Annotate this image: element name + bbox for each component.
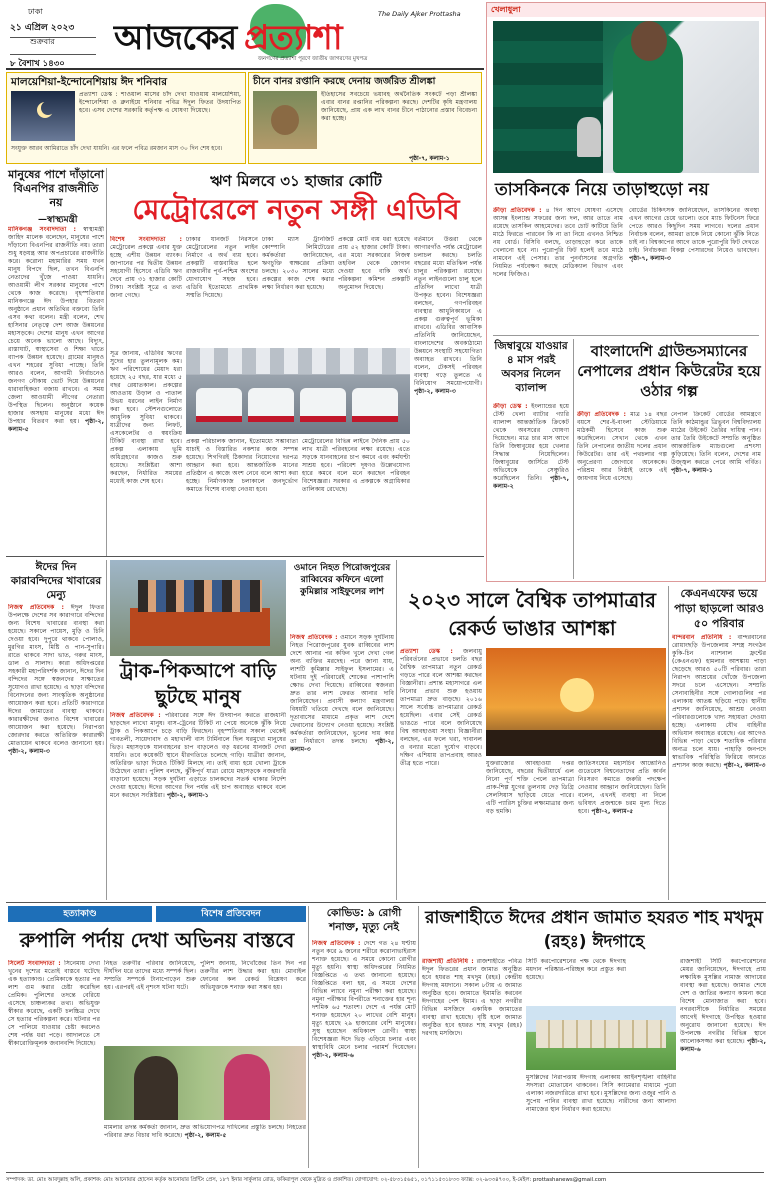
monkey-brief [248, 72, 482, 164]
byline: ক্রীড়া প্রতিবেদক : [577, 411, 626, 418]
sun-icon [560, 678, 594, 712]
article-text: পরিবারের সঙ্গে ঈদ উদযাপন করতে রাজধানী ছাড়ছেন লাখো মানুষ। বাস-ট্রেনের টিকিট না পেয়ে অনেকে ঝুঁকি নিয়ে ট্রাক ও পিকআপে চড়ে বাড়ি ফিরছেন। বৃহস্পতিবার সকাল থেকেই গাবতলী, সায়েদাবাদ ও মহাখালী বাস টার্মিনালে ছিল ঘরমুখো মানুষের ভিড়। মহাসড়কে যানবাহনের চাপ বাড়লেও বড় ধরনের যানজট দেখা যায়নি। তবে কয়েকটি স্থানে ধীরগতিতে চলেছে গাড়ি। যাত্রীরা জানান, অতিরিক্ত ভাড়া দিয়েও টিকিট মিলছে না। তাই বাধ্য হয়ে খোলা ট্রাকে উঠেছেন তারা। পুলিশ বলছে, ঝুঁকিপূর্ণ যাত্রা রোধে মহাসড়কে নজরদারি বাড়ানো হয়েছে। সড়ক দুর্ঘটনা এড়াতে চালকদের সতর্ক থাকার নির্দেশ দেওয়া হয়েছে। ঈদের আগের দিন পর্যন্ত এই চাপ অব্যাহত থাকবে বলে মনে করছেন সংশ্লিষ্টরা। [110, 712, 286, 799]
article-text: দেশে গত ২৪ ঘণ্টায় নতুন করে ৯ জনের শরীরে করোনাভাইরাস শনাক্ত হয়েছে। এ সময়ে কোনো রোগীর মৃত্যু হয়নি। স্বাস্থ্য অধিদপ্তরের নিয়মিত বিজ্ঞপ্তিতে এ তথ্য জানানো হয়েছে। বিজ্ঞপ্তিতে বলা হয়, এ সময়ে দেশের বিভিন্ন ল্যাবে নমুনা পরীক্ষা করা হয়েছে। নমুনা পরীক্ষার বিপরীতে শনাক্তের হার শূন্য দশমিক ৬৫ শতাংশ। দেশে এ পর্যন্ত মোট শনাক্ত হয়েছেন ২০ লাখের বেশি মানুষ। মৃত্যু হয়েছে ২৯ হাজারের বেশি মানুষের। সুস্থ হয়েছেন অধিকাংশ রোগী। স্বাস্থ্য বিশেষজ্ঞরা ঈদে ভিড় এড়িয়ে চলার এবং স্বাস্থ্যবিধি মেনে চলার পরামর্শ দিয়েছেন। [312, 940, 416, 1051]
eidgah-wall [536, 1020, 666, 1048]
lead-body-col3 [262, 236, 334, 346]
byline: বান্দরবান প্রতিনিধি : [672, 634, 732, 641]
article-text: মুসল্লিদের নিরাপত্তায় ঈদগাহ এলাকায় আইনশৃঙ্খলা বাহিনীর সদস্যরা মোতায়েন থাকবেন। সিসি ক্যামেরার মাধ্যমে পুরো এলাকা নজরদারিতে রাখা হবে। মুসল্লিদের জন্য ওজুর পানি ও সুপেয় পানির ব্যবস্থা রাখা হয়েছে। নারীদের জন্য আলাদা নামাজের স্থান নির্ধারণ করা হয়েছে। [526, 1074, 676, 1113]
cinema-body-col1 [8, 960, 100, 1168]
depot-roof [186, 348, 410, 374]
skyline [486, 730, 666, 756]
continued-note: পৃষ্ঠা-৭, কলাম-২ [493, 475, 569, 490]
article-text: রাজশাহী সিটি করপোরেশনের মেয়র জানিয়েছেন, ঈদগাহে প্রায় লক্ষাধিক মুসল্লির নামাজ আদায়ের ব্যবস্থা করা হয়েছে। জামাত শেষে দেশ ও জাতির কল্যাণ কামনা করে বিশেষ মোনাজাত করা হবে। নগরবাসীকে নির্ধারিত সময়ের আগেই ঈদগাহে উপস্থিত হওয়ার অনুরোধ জানানো হয়েছে। ঈদ উপলক্ষে নগরীর বিভিন্ন স্থানে আলোকসজ্জা করা হয়েছে। [680, 958, 766, 1045]
train-2 [248, 388, 294, 422]
article-text: সূত্র জানায়, এডিবির ঋণের সুদের হার তুলনামূলক কম। ঋণ পরিশোধের মেয়াদ ধরা হয়েছে ২৫ বছর, যার মধ্যে ৫ বছর রেয়াতকাল। প্রকল্পের আওতায় উড়াল ও পাতাল উভয় ধরনের লাইন নির্মাণ করা হবে। স্টেশনগুলোতে আধুনিক সুবিধা থাকবে। যাত্রীদের জন্য লিফট, এসকেলেটর ও স্বয়ংক্রিয় টিকিট ব্যবস্থা রাখা হবে। প্রকল্প এলাকায় ভূমি অধিগ্রহণের কাজও শুরু হয়েছে। সংশ্লিষ্টরা আশা করছেন, নির্ধারিত সময়ের মধ্যেই কাজ শেষ হবে। [110, 350, 182, 485]
person-right [224, 1054, 270, 1120]
temperature-headline: ২০২৩ সালে বৈশ্বিক তাপমাত্রার রেকর্ড ভাঙার আশঙ্কা [408, 588, 656, 640]
article-text: রাজশাহীতে পবিত্র ঈদুল ফিতরের প্রধান জামাত অনুষ্ঠিত হবে হযরত শাহ মখদুম (রহঃ) কেন্দ্রীয় ঈদগাহ ময়দানে। সকাল ৮টায় এ জামাত অনুষ্ঠিত হবে। জামাতে ইমামতি করবেন ঈদগাহের পেশ ইমাম। এ ছাড়া নগরীর বিভিন্ন মসজিদে একাধিক জামাতের ব্যবস্থা রাখা হয়েছে। বৃষ্টি হলে জামাত অনুষ্ঠিত হবে হযরত শাহ মখদুম (রহঃ) দরগাহ মসজিদে। [422, 958, 522, 1037]
dateline-weekday: শুক্রবার [30, 37, 55, 46]
groundsman-headline: বাংলাদেশি গ্রাউন্ডসম্যানের নেপালের প্রধান কিউরেটর হয়ে ওঠার গল্প [577, 342, 761, 400]
lead-body-col3b [302, 438, 410, 552]
monkey-figure [271, 105, 299, 135]
article-text: মাত্র ১৪ বছর বয়সে শের-ই-বাংলা স্টেডিয়ামে মাঠকর্মী হিসেবে কাজ শুরু করেছিলেন। সেখান থেকে এখন তিনি নেপালের জাতীয় দলের প্রধান কিউরেটর। তার এই পথচলার গল্প অনুপ্রেরণা জোগাবে অনেককে। পরিশ্রম আর নিষ্ঠাই তাকে এই জায়গায় নিয়ে এসেছে। [577, 411, 667, 482]
temperature-body-col2 [486, 760, 574, 900]
continued-note: পৃষ্ঠা-২, কলাম-৩ [723, 762, 766, 769]
moon-photo [11, 91, 75, 141]
prisoners-body [8, 604, 104, 900]
sport-lead-headline: তাসকিনকে নিয়ে তাড়াহুড়ো নয় [495, 180, 709, 200]
byline: প্রত্যাশা ডেস্ক : [400, 648, 453, 655]
train-1 [196, 388, 242, 422]
article-text: সিনেমায় দেখা খুনের দৃশ্যের মতোই বাস্তবে ঘটেছে এক হত্যাকাণ্ড। প্রেমিকাকে হত্যার পর লাশ গুম করার চেষ্টা করেছিল প্রেমিক। পুলিশের তদন্তে বেরিয়ে এসেছে চাঞ্চল্যকর তথ্য। অভিযুক্ত স্বীকার করেছে, একটি চলচ্চিত্র দেখে সে হত্যার পরিকল্পনা করে। ঘটনার পর সে পালিয়ে যাওয়ার চেষ্টা করলেও শেষ পর্যন্ত ধরা পড়ে। আদালতে সে স্বীকারোক্তিমূলক জবানবন্দি দিয়েছে। [8, 960, 100, 1047]
tag-murder: হত্যাকাণ্ড [8, 906, 152, 922]
byline: নিজস্ব প্রতিবেদক : [8, 604, 64, 611]
person-left [134, 1056, 178, 1120]
lead-body-col2 [186, 236, 258, 346]
passengers [138, 580, 262, 612]
rajshahi-body-col1 [422, 958, 522, 1168]
article-text: নিহত তরুণীর পরিবার জানিয়েছে, দীর্ঘদিন ধরে তাদের মধ্যে সম্পর্ক ছিল। সম্প্রতি সম্পর্কে টানাপোড়েন শুরু হয়। এরপরই এই নৃশংস ঘটনা ঘটে। [104, 960, 196, 991]
article-text: প্রকল্প পরিচালক জানান, ইতোমধ্যে সম্ভাব্যতা যাচাই ও বিস্তারিত নকশার কাজ সম্পন্ন হয়েছে। শিগগিরই ঠিকাদার নিয়োগের দরপত্র আহ্বান করা হবে। আন্তর্জাতিক মানের প্রতিষ্ঠান এ কাজে অংশ নেবে বলে আশা করা হচ্ছে। নির্মাণকাজ চলাকালে জনদুর্ভোগ কমাতে বিশেষ ব্যবস্থা নেওয়া হবে। [186, 438, 298, 493]
eidgah-photo [526, 1006, 676, 1070]
article-text: ইতিহাসের সবচেয়ে ভয়াবহ অর্থনৈতিক সংকটে পড়া শ্রীলঙ্কা এবার বানর রপ্তানির পরিকল্পনা করছে। দেশটির কৃষি মন্ত্রণালয় জানিয়েছে, প্রায় এক লাখ বানর চীনে পাঠানোর প্রস্তাব বিবেচনা করা হচ্ছে। [321, 91, 477, 122]
article-text: মেট্রোরেলের বিভিন্ন লাইনে দৈনিক প্রায় ৫০ লাখ যাত্রী পরিবহনের লক্ষ্য রয়েছে। এতে সড়কে যানবাহনের চাপ কমবে এবং কর্মঘণ্টা সাশ্রয় হবে। পরিবেশ দূষণও উল্লেখযোগ্য হারে কমবে বলে মনে করছেন পরিবহন বিশেষজ্ঞরা। সরকার এ প্রকল্পকে অগ্রাধিকার তালিকায় রেখেছে। [302, 438, 410, 493]
train-3 [300, 388, 346, 422]
zimbabwe-headline: জিম্বাবুয়ে যাওয়ার ৪ মাস পরই অবসর নিলেন ব্যালান্স [494, 340, 568, 394]
rajshahi-body-col4 [680, 958, 766, 1168]
article-text: ৪ দিন আগে ঘোষণা এসেছে আসন্ন ইংল্যান্ড সফরের জন্য দল, আর তাতে নাম রয়েছে তাসকিন আহমেদের। তবে চোট কাটিয়ে তিনি মাঠে ফিরতে পারবেন কি না তা নিয়ে এখনও নিশ্চিত নয় বোর্ড। বিসিবি বলছে, তাড়াহুড়ো করে তাকে খেলানো হবে না। পুরোপুরি ফিট হলেই তবে মাঠে নামবেন এই পেসার। তার পুনর্বাসনের অগ্রগতি নিয়মিত পর্যবেক্ষণ করছে মেডিক্যাল বিভাগ এবং দলের ফিজিও। [493, 207, 623, 278]
continued-note: পৃষ্ঠা-২, কলাম-৫ [184, 1132, 227, 1139]
byline: বিশেষ সংবাদদাতা : [110, 236, 182, 243]
continued-note: পৃষ্ঠা-৭, কলাম-১ [671, 467, 713, 474]
article-text: ঢাকার যানজট নিরসনে মেট্রোরেলের নতুন লাইন নির্মাণে এ অর্থ ব্যয় হবে। প্রকল্পটি বাস্তবায়িত হলে রাজধানীর পূর্ব-পশ্চিম অংশের যোগাযোগ সহজ হবে। এডিবি ইতোমধ্যে প্রাথমিক সম্মতি দিয়েছে। [186, 236, 258, 299]
metro-depot-photo [186, 348, 410, 434]
couple-photo [104, 1046, 306, 1120]
eid-headline: মালয়েশিয়া-ইন্দোনেশিয়ায় ঈদ শনিবার [11, 76, 168, 88]
byline: নিজস্ব প্রতিবেদক : [312, 940, 361, 947]
cinema-body-col3 [200, 960, 306, 1044]
monkey-photo [253, 91, 317, 149]
article-text: বোর্ডের চিকিৎসক জানিয়েছেন, তাসকিনের অবস্থা এখন আগের চেয়ে ভালো। তবে ম্যাচ ফিটনেস ফিরে পেতে আরও কিছুদিন সময় লাগবে। দলের প্রধান নির্বাচক বলেন, আমরা তাকে নিয়ে কোনো ঝুঁকি নিতে চাই না। বিশ্বকাপের আগে তাকে পুরোপুরি ফিট দেখতে চাই। নির্বাচকরা বিকল্প পেসারদের নিয়েও ভাবছেন। [629, 207, 759, 254]
english-name: The Daily Ajker Prottasha [378, 10, 461, 18]
byline: রাজশাহী প্রতিনিধি : [422, 958, 474, 965]
dateline-date: ২১ এপ্রিল ২০২৩ [10, 20, 96, 38]
truck-headline: ট্রাক-পিকআপে বাড়ি ছুটছে মানুষ [119, 660, 277, 708]
tag-special-report: বিশেষ প্রতিবেদন [156, 906, 306, 922]
article-text: জাতিসংঘের মহাসচিব আন্তোনিও গুতেরেস বিশ্বনেতাদের প্রতি কার্বন নিঃসরণ কমাতে জরুরি পদক্ষেপ নেওয়ার আহ্বান জানিয়েছেন। তিনি বলেন, এখনই ব্যবস্থা না নিলে ভবিষ্যৎ প্রজন্মকে চরম মূল্য দিতে হবে। [578, 760, 666, 815]
crescent-moon-icon [41, 101, 55, 115]
continued-note: পৃষ্ঠা-২, কলাম-১ [166, 792, 209, 799]
monkey-headline: চীনে বানর রপ্তানি করছে দেনায় জর্জরিত শ্রীলঙ্কা [253, 76, 436, 87]
article-text: ইংল্যান্ডের হয়ে টেস্ট খেলা ব্যাটার গ্যারি ব্যালান্স আন্তর্জাতিক ক্রিকেট থেকে অবসরের ঘোষণা দিয়েছেন। মাত্র চার মাস আগে তিনি জিম্বাবুয়ের হয়ে খেলার সিদ্ধান্ত নিয়েছিলেন। জিম্বাবুয়ের জার্সিতে টেস্ট অভিষেকে সেঞ্চুরিও করেছিলেন তিনি। [493, 403, 569, 482]
temperature-body-col3 [578, 760, 666, 900]
trophy-icon [577, 117, 601, 157]
lead-body-col5 [414, 236, 482, 552]
sport-lead-body-2 [629, 207, 759, 331]
missing-headline: ওমানে নিহত পিরোজপুরের রাব্বিবের কফিনে এলো কুমিল্লার সাইফুলের লাশ [293, 563, 391, 597]
lead-body-col1b [110, 350, 182, 552]
continued-note: পৃষ্ঠা-২, কলাম-৫ [8, 418, 104, 433]
taskin-photo [493, 21, 759, 173]
missing-body [290, 634, 394, 900]
rajshahi-headline: রাজশাহীতে ঈদের প্রধান জামাত হযরত শাহ মখদুম (রহঃ) ঈদগাহে [425, 908, 763, 952]
knf-headline: কেএনএফের ভয়ে পাড়া ছাড়লো আরও ৫০ পরিবার [674, 587, 764, 630]
continued-note: পৃষ্ঠা-২, কলাম-৬ [680, 1038, 766, 1053]
zimbabwe-body [493, 403, 569, 579]
lead-body-col4 [338, 236, 410, 346]
health-minister-headline: মানুষের পাশে দাঁড়ানো বিএনপির রাজনীতি নয় [8, 168, 104, 209]
imprint-footer: সম্পাদক: ডা. মোঃ আবদুল্লাহ অলি, প্রকাশক: মোঃ আনোয়ার হোসেন কর্তৃক আনোয়ার প্রিন্টিং প্রেস, ১৮৭ ইনার সার্কুলার রোড, ফকিরাপুল থেকে মুদ্রিত ও প্রকাশিত। যোগাযোগ: ০২-৫৮৩১৫৬৫১, ০১৭১১৫৩১৮৩৩ ফ্যাক্স: ০২-৯৩৩৪৭০০, ই-মেইল: prottashanews@gmail.com [6, 1172, 764, 1186]
quote-attribution: —স্বাস্থ্যমন্ত্রী [38, 215, 78, 225]
rajshahi-body-col2 [526, 958, 626, 1004]
byline: ক্রীড়া ডেস্ক : [493, 403, 528, 410]
article-text: সিটি করপোরেশনের পক্ষ থেকে ঈদগাহ ময়দান পরিষ্কার-পরিচ্ছন্ন করে প্রস্তুত করা হয়েছে। [526, 958, 626, 981]
sport-lead-body [493, 207, 623, 331]
article-text: মামলার তদন্ত কর্মকর্তা জানান, দ্রুত অভিযোগপত্র দাখিলের প্রস্তুতি চলছে। নিহতের পরিবার দ্রুত বিচার দাবি করেছে। [104, 1124, 306, 1139]
byline: মানিকগঞ্জ সংবাদদাতা : [8, 226, 77, 233]
eid-brief [6, 72, 246, 164]
lead-body-col2b [186, 438, 298, 552]
cinema-body-col2 [104, 960, 196, 1044]
lead-headline: মেট্রোরেলে নতুন সঙ্গী এডিবি [132, 193, 460, 226]
masthead [6, 4, 484, 68]
article-text: স্বাস্থ্যমন্ত্রী জাহিদ মালেক বলেছেন, মানুষের পাশে দাঁড়ানো বিএনপির রাজনীতি নয়। তারা শুধু ষড়যন্ত্র আর অপপ্রচারের রাজনীতি করে। করোনা মহামারির সময় যখন মানুষ বিপদে ছিল, তখন বিএনপি নেতাদের খুঁজে পাওয়া যায়নি। আওয়ামী লীগ সরকার মানুষের পাশে থেকে কাজ করেছে। বৃহস্পতিবার মানিকগঞ্জে ঈদ উপহার বিতরণ অনুষ্ঠানে প্রধান অতিথির বক্তব্যে তিনি এসব কথা বলেন। মন্ত্রী বলেন, শেখ হাসিনার নেতৃত্বে দেশ আজ উন্নয়নের মহাসড়কে। দেশের মানুষ এখন আগের চেয়ে অনেক ভালো আছে। বিদ্যুৎ, রাস্তাঘাট, স্বাস্থ্যসেবা ও শিক্ষা খাতে ব্যাপক উন্নয়ন হয়েছে। গ্রামের মানুষও এখন শহরের সুবিধা পাচ্ছে। তিনি আরও বলেন, আগামী নির্বাচনেও জনগণ নৌকায় ভোট দিয়ে উন্নয়নের ধারাবাহিকতা বজায় রাখবে। এ সময় জেলা আওয়ামী লীগের নেতারা উপস্থিত ছিলেন। অনুষ্ঠানে কয়েক হাজার অসহায় মানুষের মধ্যে ঈদ উপহার বিতরণ করা হয়। [8, 226, 104, 425]
tagline: জনগণের প্রত্যাশা পূরণে জাতীয় জাগরণের মুখপত্র [258, 56, 368, 62]
article-text: ঈদুল ফিতর উপলক্ষে দেশের সব কারাগারে বন্দিদের জন্য বিশেষ খাবারের ব্যবস্থা করা হয়েছে। সকালে পায়েস, মুড়ি ও চিনি দেওয়া হবে। দুপুরে থাকবে পোলাও, মুরগির মাংস, মিষ্টি ও পান-সুপারি। রাতে থাকবে সাদা ভাত, গরুর মাংস, ডাল ও সালাদ। কারা অধিদপ্তরের সহকারী মহাপরিদর্শক জানান, ঈদের দিন বন্দিদের সঙ্গে স্বজনদের সাক্ষাতের সুযোগও রাখা হয়েছে। এ ছাড়া বন্দিদের বিনোদনের জন্য সাংস্কৃতিক অনুষ্ঠানের আয়োজন করা হবে। প্রতিটি কারাগারে ঈদের জামাতের ব্যবস্থা থাকবে। কারারক্ষীদের জন্যও বিশেষ খাবারের আয়োজন করা হয়েছে। নিরাপত্তা জোরদার করতে অতিরিক্ত কারারক্ষী মোতায়েন থাকবে বলেও জানানো হয়। [8, 604, 104, 747]
covid-headline: কোভিড: ৯ রোগী শনাক্ত, মৃত্যু নেই [326, 907, 402, 933]
logo-wordmark-a: আজকের [114, 18, 237, 58]
groundsman-body-2 [671, 411, 761, 579]
eid-caption: সংযুক্ত আরব আমিরাতে চাঁদ দেখা যায়নি। এর ফলে পবিত্র রমজান মাস ৩০ দিন শেষ হবে। [11, 145, 223, 152]
sports-section [486, 2, 766, 582]
continued-note: পৃষ্ঠা-২, কলাম-৩ [290, 738, 394, 753]
lead-kicker: ঋণ মিলবে ৩১ হাজার কোটি [210, 172, 382, 190]
article-text: বর্তমানে উত্তরা থেকে আগারগাঁও পর্যন্ত মেট্রোরেল চলাচল করছে। চলতি বছরের মধ্যে মতিঝিল পর্যন্ত চালুর পরিকল্পনা রয়েছে। নতুন লাইনগুলো চালু হলে প্রতিদিন লাখো যাত্রী উপকৃত হবেন। বিশেষজ্ঞরা বলছেন, গণপরিবহন ব্যবস্থার আধুনিকায়নে এ প্রকল্প গুরুত্বপূর্ণ ভূমিকা রাখবে। এডিবির আবাসিক প্রতিনিধি জানিয়েছেন, বাংলাদেশের অবকাঠামো উন্নয়নে সংস্থাটি সহযোগিতা অব্যাহত রাখবে। তিনি বলেন, টেকসই পরিবহন ব্যবস্থা গড়ে তুলতে এ বিনিয়োগ সময়োপযোগী। [414, 236, 482, 387]
dateline-bengali: ৮ বৈশাখ ১৪৩০ [10, 54, 96, 68]
train-4 [352, 388, 398, 422]
rajshahi-body-col3 [526, 1074, 676, 1168]
article-text: মেট্রোরেল প্রকল্পে এবার যুক্ত হচ্ছে এশীয় উন্নয়ন ব্যাংক। জাপানের পর দ্বিতীয় উন্নয়ন সহযোগী হিসেবে এডিবি ঋণ দেবে প্রায় ৩১ হাজার কোটি টাকা। সংশ্লিষ্ট সূত্রে এ তথ্য জানা গেছে। [110, 244, 182, 299]
player-head [631, 21, 667, 61]
knf-body [672, 634, 766, 900]
article-text: জলবায়ু পরিবর্তনের প্রভাবে চলতি বছর বৈশ্বিক তাপমাত্রা নতুন রেকর্ড গড়তে পারে বলে আশঙ্কা করছেন বিজ্ঞানীরা। প্রশান্ত মহাসাগরে এল নিনোর প্রভাব শুরু হওয়ায় তাপমাত্রা দ্রুত বাড়ছে। ২০১৬ সালে সর্বোচ্চ তাপমাত্রার রেকর্ড হয়েছিল। এবার সেই রেকর্ড ভাঙতে পারে বলে জানিয়েছে বিশ্ব আবহাওয়া সংস্থা। বিজ্ঞানীরা বলছেন, এর ফলে খরা, দাবানল ও বন্যার মতো দুর্যোগ বাড়বে। দক্ষিণ এশিয়ায় তাপপ্রবাহ আরও তীব্র হতে পারে। [400, 648, 482, 767]
logo-wordmark-b: প্রত্যাশা [244, 18, 342, 58]
byline: ক্রীড়া প্রতিবেদক : [493, 207, 542, 214]
article-text: ওমানে সড়ক দুর্ঘটনায় নিহত পিরোজপুরের যুবক রাব্বিবের লাশ দেশে আনার পর কফিন খুলে দেখা গেল অন্য ব্যক্তির মরদেহ। পরে জানা যায়, লাশটি কুমিল্লার সাইফুল ইসলামের। এ ঘটনায় দুই পরিবারেই শোকের পাশাপাশি ক্ষোভ দেখা দিয়েছে। রাব্বিবের স্বজনরা দ্রুত তার লাশ ফেরত আনার দাবি জানিয়েছেন। প্রবাসী কল্যাণ মন্ত্রণালয় বিষয়টি খতিয়ে দেখছে বলে জানিয়েছে। দূতাবাসের মাধ্যমে প্রকৃত লাশ দেশে ফেরানোর উদ্যোগ নেওয়া হয়েছে। সংশ্লিষ্ট কর্মকর্তারা জানিয়েছেন, ভুলের দায় কার তা নির্ধারণে তদন্ত চলছে। [290, 634, 394, 745]
cinema-body-col4 [104, 1124, 306, 1168]
temperature-body-col1 [400, 648, 482, 900]
groundsman-body [577, 411, 667, 579]
continued-note: পৃষ্ঠা-২, কলাম-৩ [8, 748, 50, 755]
cinema-headline: রুপালি পর্দায় দেখা অভিনয় বাস্তবে [19, 928, 295, 952]
monkey-body [321, 91, 477, 149]
byline: সিলেট সংবাদদাতা : [8, 960, 61, 967]
article-text: নেপাল ক্রিকেট বোর্ডের আমন্ত্রণে তিনি কাঠমান্ডুর ত্রিভুবন বিশ্ববিদ্যালয় মাঠের উইকেট তৈরির দায়িত্ব পান। তার তৈরি উইকেটে সম্প্রতি অনুষ্ঠিত আন্তর্জাতিক ম্যাচগুলো প্রশংসা কুড়িয়েছে। তিনি বলেন, দেশের নাম উজ্জ্বল করতে পেরে আমি গর্বিত। [671, 411, 761, 466]
lead-body-col1 [110, 236, 182, 346]
truck-body [130, 608, 270, 646]
article-text: পুলিশ জানায়, নিখোঁজের তিন দিন পর তরুণীর লাশ উদ্ধার করা হয়। মোবাইল ফোনের কল রেকর্ড বিশ্লেষণ করে অভিযুক্তকে শনাক্ত করা সম্ভব হয়। [200, 960, 306, 991]
byline: নিজস্ব প্রতিবেদক : [290, 634, 338, 641]
covid-body [312, 940, 416, 1168]
section-label-sports: খেলাধুলা [487, 3, 765, 17]
continued-note: পৃষ্ঠা-২, কলাম-৫ [591, 808, 634, 815]
sunset-photo [486, 648, 666, 756]
monkey-continued: পৃষ্ঠা-৭, কলাম-১ [409, 155, 450, 162]
byline: নিজস্ব প্রতিবেদক : [110, 712, 161, 719]
article-text: প্রকল্পে মোট ব্যয় ধরা হয়েছে প্রায় ৫২ হাজার কোটি টাকা। এর মধ্যে সরকারের নিজস্ব তহবিল থেকে জোগান দেওয়া হবে বাকি অর্থ। পরিকল্পনা কমিশন প্রকল্পটি অনুমোদন দিয়েছে। [338, 236, 410, 291]
truck-photo [110, 560, 286, 656]
prisoners-headline: ঈদের দিন কারাবন্দিদের খাবারের মেন্যু [10, 561, 102, 601]
article-text: যুক্তরাজ্যের আবহাওয়া দপ্তর জানিয়েছে, বছরের দ্বিতীয়ার্ধে এল নিনো পূর্ণ শক্তি পেলে তাপমাত্রা প্রাক-শিল্প যুগের তুলনায় দেড় ডিগ্রি সেলসিয়াস ছাড়িয়ে যেতে পারে। এটি প্যারিস চুক্তির লক্ষ্যমাত্রার জন্য বড় হুমকি। [486, 760, 574, 815]
continued-note: পৃষ্ঠা-২, কলাম-৬ [312, 1052, 354, 1059]
eid-body [79, 91, 241, 141]
truck-body [110, 712, 286, 900]
continued-note: পৃষ্ঠা-২, কলাম-৩ [414, 388, 456, 395]
health-minister-body [8, 226, 104, 552]
article-text: বান্দরবানের রোয়াংছড়ি উপজেলায় সশস্ত্র সংগঠন কুকি-চিন ন্যাশনাল ফ্রন্টের (কেএনএফ) হামলার আশঙ্কায় পাড়া ছেড়েছে আরও ৫০টি পরিবার। তারা নিরাপদ আশ্রয়ের খোঁজে উপজেলা সদরে চলে এসেছেন। সম্প্রতি সেনাবাহিনীর সঙ্গে গোলাগুলির পর এলাকায় আতঙ্ক ছড়িয়ে পড়ে। স্থানীয় প্রশাসন জানিয়েছে, আশ্রয় নেওয়া পরিবারগুলোকে খাদ্য সহায়তা দেওয়া হচ্ছে। এলাকায় যৌথ বাহিনীর অভিযান অব্যাহত রয়েছে। এর আগেও বিভিন্ন পাড়া থেকে শতাধিক পরিবার অন্যত্র চলে যায়। পাহাড়ি জনপদে স্বাভাবিক পরিস্থিতি ফিরিয়ে আনতে প্রশাসন কাজ করছে। [672, 634, 766, 769]
article-text: ঢাকা ম্যাস ট্রানজিট কোম্পানি লিমিটেডের কর্মকর্তারা জানিয়েছেন, ঋণচুক্তি স্বাক্ষরের প্রক্রিয়া চলছে। ২০৩০ সালের মধ্যে প্রকল্পের কাজ শেষ করার লক্ষ্য নির্ধারণ করা হয়েছে। [262, 236, 334, 291]
article-text: প্রত্যাশা ডেস্ক : শাওয়াল মাসের চাঁদ দেখা যাওয়ায় মালয়েশিয়া, ইন্দোনেশিয়া ও ব্রুনাইয়ে শনিবার পবিত্র ঈদুল ফিতর উদযাপিত হবে। এসব দেশের সরকারি কর্তৃপক্ষ এ ঘোষণা দিয়েছে। [79, 91, 241, 114]
dateline-city: ঢাকা [28, 7, 43, 16]
continued-note: পৃষ্ঠা-৭, কলাম-৩ [629, 255, 671, 262]
